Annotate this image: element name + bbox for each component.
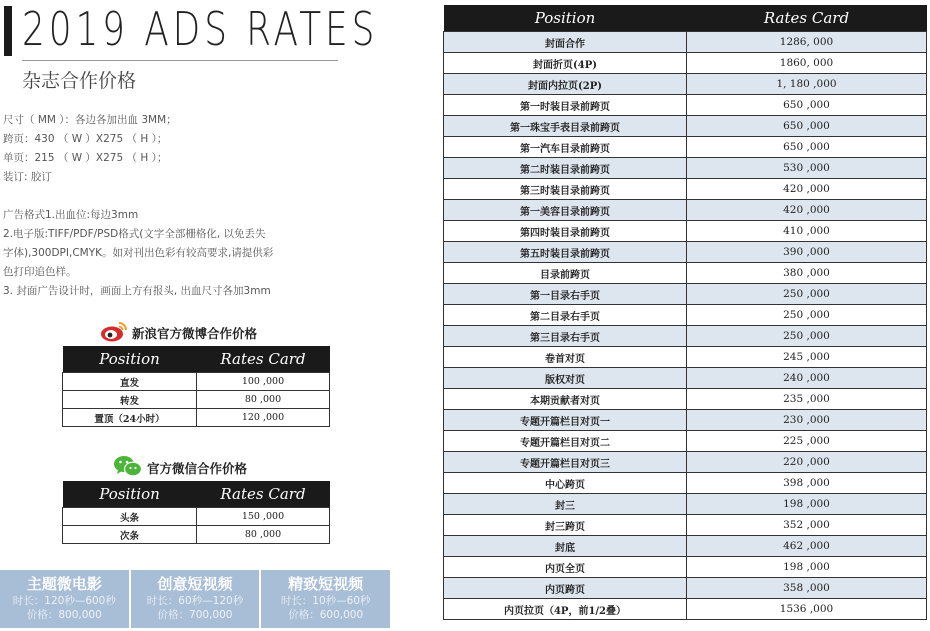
magazine-rates-table — [443, 5, 927, 620]
note-line: 2.电子版:TIFF/PDF/PSD格式(文字全部栅格化, 以免丢失 — [3, 228, 266, 240]
spec-line: 装订: 胶订 — [3, 171, 52, 183]
table-row — [444, 263, 927, 284]
left-column — [0, 0, 420, 631]
row-position: 封底 — [444, 536, 687, 557]
col-header-position: Position — [444, 5, 687, 32]
page-title: 2019 ADS RATES — [22, 2, 379, 56]
row-position: 第四时装目录前跨页 — [444, 221, 687, 242]
table-row — [444, 536, 927, 557]
row-rate: 1860, 000 — [687, 53, 927, 74]
table-row — [444, 179, 927, 200]
note-line: 字体),300DPI,CMYK。如对刊出色彩有较高要求,请提供彩 — [3, 247, 274, 259]
row-position: 第二时装目录前跨页 — [444, 158, 687, 179]
table-row — [63, 373, 330, 391]
video-package-price: 价格：700,000 — [157, 609, 233, 621]
row-rate: 352 ,000 — [687, 515, 927, 536]
row-rate: 420 ,000 — [687, 179, 927, 200]
table-row — [444, 116, 927, 137]
row-position: 次条 — [63, 526, 197, 544]
row-position: 专题开篇栏目对页三 — [444, 452, 687, 473]
row-position: 版权对页 — [444, 368, 687, 389]
video-package-title: 主题微电影 — [26, 575, 102, 593]
row-position: 专题开篇栏目对页一 — [444, 410, 687, 431]
weibo-rates-table — [62, 346, 330, 427]
row-position: 专题开篇栏目对页二 — [444, 431, 687, 452]
row-position: 内页全页 — [444, 557, 687, 578]
table-row — [444, 32, 927, 53]
row-position: 第一美容目录前跨页 — [444, 200, 687, 221]
row-position: 第一目录右手页 — [444, 284, 687, 305]
row-rate: 120 ,000 — [197, 409, 330, 427]
row-position: 置顶（24小时） — [63, 409, 197, 427]
table-row — [63, 391, 330, 409]
row-rate: 530 ,000 — [687, 158, 927, 179]
table-row — [444, 221, 927, 242]
row-rate: 1, 180 ,000 — [687, 74, 927, 95]
row-rate: 250 ,000 — [687, 326, 927, 347]
col-header-rates: Rates Card — [687, 5, 927, 32]
table-row — [444, 305, 927, 326]
size-specs — [3, 111, 177, 187]
wechat-rates-table — [62, 481, 330, 544]
weibo-icon — [100, 320, 128, 345]
spec-line: 跨页：430 （ W ）X275 （ H ）； — [3, 133, 168, 145]
table-row — [444, 389, 927, 410]
row-rate: 1286, 000 — [687, 32, 927, 53]
table-row — [444, 200, 927, 221]
table-row — [444, 431, 927, 452]
row-position: 转发 — [63, 391, 197, 409]
table-row — [444, 578, 927, 599]
table-row — [63, 508, 330, 526]
row-rate: 230 ,000 — [687, 410, 927, 431]
row-rate: 225 ,000 — [687, 431, 927, 452]
table-row — [444, 557, 927, 578]
table-row — [444, 599, 927, 620]
video-package-price: 价格：600,000 — [288, 609, 364, 621]
row-rate: 250 ,000 — [687, 305, 927, 326]
table-row — [63, 526, 330, 544]
video-package — [131, 570, 262, 628]
table-row — [444, 515, 927, 536]
magazine-rows — [444, 32, 927, 620]
row-rate: 650 ,000 — [687, 137, 927, 158]
note-line: 3. 封面广告设计时，画面上方有报头, 出血尺寸各加3mm — [3, 285, 271, 297]
table-row — [444, 284, 927, 305]
table-row — [444, 368, 927, 389]
row-position: 中心跨页 — [444, 473, 687, 494]
row-rate: 150 ,000 — [197, 508, 330, 526]
row-rate: 1536 ,000 — [687, 599, 927, 620]
row-position: 封三跨页 — [444, 515, 687, 536]
note-line: 色打印追色样。 — [3, 266, 77, 278]
row-rate: 80 ,000 — [197, 391, 330, 409]
row-rate: 245 ,000 — [687, 347, 927, 368]
row-position: 目录前跨页 — [444, 263, 687, 284]
spec-line: 尺寸（ MM ）：各边各加出血 3MM； — [3, 114, 177, 126]
row-position: 第二目录右手页 — [444, 305, 687, 326]
row-rate: 250 ,000 — [687, 284, 927, 305]
row-position: 内页跨页 — [444, 578, 687, 599]
table-row — [444, 53, 927, 74]
video-package-title: 创意短视频 — [157, 575, 233, 593]
row-rate: 100 ,000 — [197, 373, 330, 391]
title-divider — [22, 60, 338, 61]
row-position: 第一汽车目录前跨页 — [444, 137, 687, 158]
row-position: 第五时装目录前跨页 — [444, 242, 687, 263]
row-position: 封面折页(4P) — [444, 53, 687, 74]
row-rate: 398 ,000 — [687, 473, 927, 494]
table-row — [444, 158, 927, 179]
table-row — [444, 410, 927, 431]
row-rate: 390 ,000 — [687, 242, 927, 263]
video-package-price: 价格：800,000 — [26, 609, 102, 621]
row-position: 直发 — [63, 373, 197, 391]
table-row — [444, 326, 927, 347]
row-rate: 220 ,000 — [687, 452, 927, 473]
video-package-duration: 时长：60秒—120秒 — [146, 595, 244, 607]
row-position: 第三时装目录前跨页 — [444, 179, 687, 200]
row-rate: 462 ,000 — [687, 536, 927, 557]
table-row — [444, 473, 927, 494]
row-rate: 650 ,000 — [687, 95, 927, 116]
row-rate: 198 ,000 — [687, 557, 927, 578]
video-package-duration: 时长：120秒—600秒 — [12, 595, 116, 607]
row-rate: 198 ,000 — [687, 494, 927, 515]
row-rate: 240 ,000 — [687, 368, 927, 389]
row-position: 内页拉页（4P，前1/2叠） — [444, 599, 687, 620]
wechat-icon — [113, 455, 143, 480]
row-position: 第一珠宝手表目录前跨页 — [444, 116, 687, 137]
row-position: 封面合作 — [444, 32, 687, 53]
table-row — [444, 494, 927, 515]
table-row — [63, 409, 330, 427]
video-packages-banner — [0, 570, 390, 628]
row-position: 头条 — [63, 508, 197, 526]
row-rate: 380 ,000 — [687, 263, 927, 284]
row-rate: 420 ,000 — [687, 200, 927, 221]
wechat-section-title — [113, 455, 247, 480]
weibo-title-text: 新浪官方微博合作价格 — [132, 325, 258, 341]
table-row — [444, 242, 927, 263]
row-rate: 235 ,000 — [687, 389, 927, 410]
video-package-duration: 时长：10秒—60秒 — [280, 595, 371, 607]
row-rate: 358 ,000 — [687, 578, 927, 599]
format-notes — [3, 206, 288, 301]
row-rate: 650 ,000 — [687, 116, 927, 137]
row-position: 第一时装目录前跨页 — [444, 95, 687, 116]
row-position: 卷首对页 — [444, 347, 687, 368]
wechat-title-text: 官方微信合作价格 — [147, 460, 248, 476]
table-row — [444, 137, 927, 158]
title-accent-bar — [4, 6, 12, 56]
table-row — [444, 452, 927, 473]
row-position: 封面内拉页(2P) — [444, 74, 687, 95]
row-position: 第三目录右手页 — [444, 326, 687, 347]
video-package-title: 精致短视频 — [288, 575, 364, 593]
col-header-rates: Rates Card — [197, 346, 330, 373]
note-line: 广告格式1.出血位:每边3mm — [3, 209, 139, 221]
row-rate: 80 ,000 — [197, 526, 330, 544]
page-subtitle: 杂志合作价格 — [22, 70, 137, 92]
table-row — [444, 95, 927, 116]
video-package — [261, 570, 390, 628]
table-row — [444, 347, 927, 368]
video-package — [0, 570, 131, 628]
row-rate: 410 ,000 — [687, 221, 927, 242]
spec-line: 单页：215 （ W ）X275 （ H ）； — [3, 152, 168, 164]
table-row — [444, 74, 927, 95]
col-header-rates: Rates Card — [197, 481, 330, 508]
row-position: 本期贡献者对页 — [444, 389, 687, 410]
col-header-position: Position — [63, 481, 197, 508]
col-header-position: Position — [63, 346, 197, 373]
weibo-section-title — [100, 320, 257, 345]
row-position: 封三 — [444, 494, 687, 515]
